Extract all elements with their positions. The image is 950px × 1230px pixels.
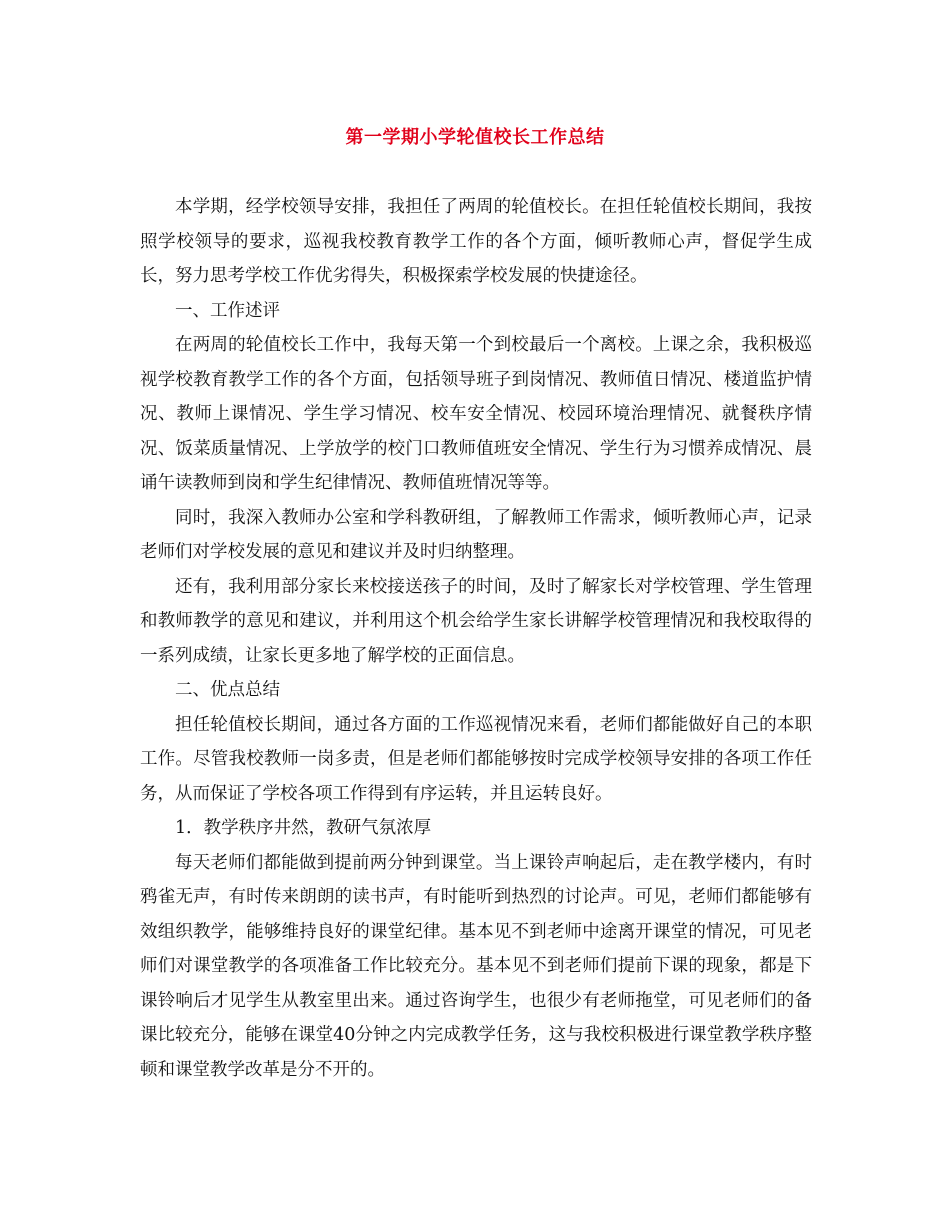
- paragraph-parent-communication: 还有，我利用部分家长来校接送孩子的时间，及时了解家长对学校管理、学生管理和教师教学的意见和建议，并利用这个机会给学生家长讲解学校管理情况和我校取得的一系列成绩，让家长更多地了解学校的正面信息。: [140, 576, 812, 666]
- section-heading-strengths: 二、优点总结: [175, 680, 280, 700]
- paragraph-intro: 本学期，经学校领导安排，我担任了两周的轮值校长。在担任轮值校长期间，我按照学校领导的要求，巡视我校教育教学工作的各个方面，倾听教师心声，督促学生成长，努力思考学校工作优劣得失，积极探索学校发展的快捷途径。: [140, 197, 812, 286]
- paragraph-work-review: 在两周的轮值校长工作中，我每天第一个到校最后一个离校。上课之余，我积极巡视学校教育教学工作的各个方面，包括领导班子到岗情况、教师值日情况、楼道监护情况、教师上课情况、学生学习情况、校车安全情况、校园环境治理情况、就餐秩序情况、饭菜质量情况、上学放学的校门口教师值班安全情况、学生行为习惯养成情况、晨诵午读教师到岗和学生纪律情况、教师值班情况等等。: [140, 335, 812, 493]
- document-title: 第一学期小学轮值校长工作总结: [345, 127, 605, 148]
- paragraph-strengths: 担任轮值校长期间，通过各方面的工作巡视情况来看，老师们都能做好自己的本职工作。尽管我校教师一岗多责，但是老师们都能够按时完成学校领导安排的各项工作任务，从而保证了学校各项工作得到有序运转，并且运转良好。: [140, 714, 812, 804]
- document-body: [140, 190, 812, 1087]
- paragraph-teaching-order: 每天老师们都能做到提前两分钟到课堂。当上课铃声响起后，走在教学楼内，有时鸦雀无声，有时传来朗朗的读书声，有时能听到热烈的讨论声。可见，老师们都能够有效组织教学，能够维持良好的课堂纪律。基本见不到老师中途离开课堂的情况，可见老师们对课堂教学的各项准备工作比较充分。基本见不到老师们提前下课的现象，都是下课铃响后才见学生从教室里出来。通过咨询学生，也很少有老师拖堂，可见老师们的备课比较充分，能够在课堂40分钟之内完成教学任务，这与我校积极进行课堂教学秩序整顿和课堂教学改革是分不开的。: [140, 852, 812, 1080]
- section-heading-work-review: 一、工作述评: [175, 300, 280, 321]
- paragraph-teacher-visits: 同时，我深入教师办公室和学科教研组，了解教师工作需求，倾听教师心声，记录老师们对学校发展的意见和建议并及时归纳整理。: [140, 507, 812, 562]
- subheading-teaching-order: 1．教学秩序井然，教研气氛浓厚: [175, 818, 432, 838]
